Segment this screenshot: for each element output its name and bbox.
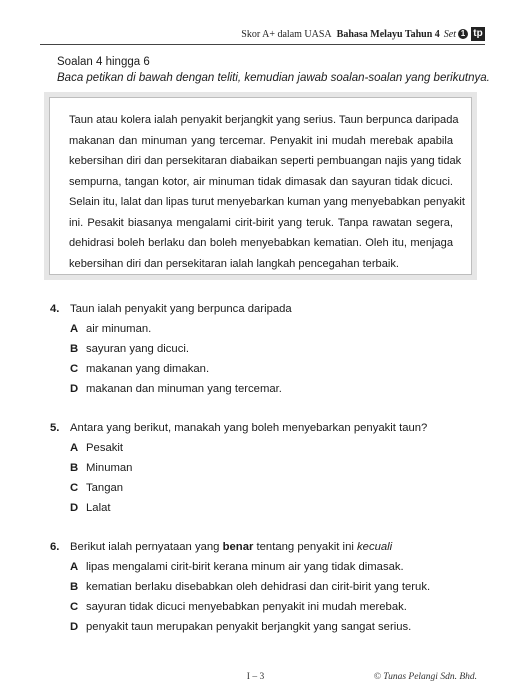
- question-number: 4.: [50, 303, 60, 315]
- passage-line: dehidrasi boleh berlaku dan boleh menyebabkan kematian. Oleh itu, menjaga: [69, 237, 453, 249]
- question-number: 5.: [50, 422, 60, 434]
- option-text: sayuran tidak dicuci menyebabkan penyakit ini mudah merebak.: [86, 601, 407, 613]
- question-stem: [70, 541, 392, 553]
- stem-italic-word: kecuali: [357, 541, 393, 553]
- option-text: kematian berlaku disebabkan oleh dehidrasi dan cirit-birit yang teruk.: [86, 581, 431, 593]
- option-text: sayuran yang dicuci.: [86, 343, 189, 355]
- option-letter: B: [70, 462, 79, 474]
- option-a[interactable]: [70, 323, 151, 335]
- option-letter: C: [70, 482, 79, 494]
- option-d[interactable]: [70, 621, 411, 633]
- passage-line: Taun atau kolera ialah penyakit berjangkit yang serius. Taun berpunca daripada: [69, 114, 459, 126]
- option-b[interactable]: [70, 581, 430, 593]
- option-text: Minuman: [86, 462, 133, 474]
- stem-part: Berikut ialah pernyataan yang: [70, 541, 220, 553]
- header-subtitle: Skor A+ dalam UASA: [241, 28, 332, 40]
- publisher-logo-icon: tp: [471, 27, 485, 41]
- question-stem: Antara yang berikut, manakah yang boleh menyebarkan penyakit taun?: [70, 422, 428, 434]
- page-header: [40, 27, 485, 41]
- passage-line: sempurna, tangan kotor, air minuman tidak dimasak dan sayuran tidak dicuci.: [69, 175, 453, 188]
- header-set-label: Set: [443, 28, 456, 40]
- option-b[interactable]: [70, 343, 189, 355]
- option-c[interactable]: [70, 363, 209, 375]
- stem-bold-word: benar: [222, 541, 254, 553]
- passage-line: makanan dan minuman yang tercemar. Penyakit ini mudah merebak apabila: [69, 134, 453, 147]
- publisher-credit: © Tunas Pelangi Sdn. Bhd.: [373, 672, 477, 682]
- passage-frame: [44, 92, 477, 280]
- header-divider: [40, 44, 485, 45]
- passage-line: kebersihan diri dan persekitaran ialah langkah pencegahan terbaik.: [69, 257, 399, 270]
- question-number: 6.: [50, 541, 60, 553]
- option-letter: D: [70, 502, 79, 514]
- option-letter: C: [70, 363, 79, 375]
- stem-part: tentang penyakit ini: [256, 541, 354, 553]
- option-text: lipas mengalami cirit-birit kerana minum air yang tidak dimasak.: [86, 561, 404, 573]
- option-c[interactable]: [70, 601, 407, 613]
- passage-line: kebersihan diri dan persekitaran diabaikan seperti pembuangan najis yang tidak: [69, 155, 462, 167]
- option-b[interactable]: [70, 462, 132, 474]
- passage-line: Selain itu, lalat dan lipas turut menyebarkan kuman yang menyebabkan penyakit: [69, 196, 465, 208]
- set-number-badge: 1: [458, 29, 468, 39]
- passage-line: ini. Pesakit biasanya mengalami cirit-birit yang teruk. Tanpa rawatan segera,: [69, 216, 453, 229]
- option-letter: C: [70, 601, 79, 613]
- option-text: makanan dan minuman yang tercemar.: [86, 383, 282, 395]
- option-d[interactable]: [70, 383, 282, 395]
- option-d[interactable]: [70, 502, 111, 514]
- option-letter: A: [70, 561, 79, 573]
- option-text: air minuman.: [86, 323, 152, 335]
- section-title: Soalan 4 hingga 6: [57, 56, 150, 68]
- option-text: Lalat: [86, 502, 111, 514]
- option-letter: A: [70, 442, 79, 454]
- option-letter: B: [70, 581, 79, 593]
- option-text: Pesakit: [86, 442, 124, 454]
- option-text: Tangan: [86, 482, 124, 494]
- page-number: I – 3: [246, 672, 265, 682]
- option-letter: A: [70, 323, 79, 335]
- option-text: makanan yang dimakan.: [86, 363, 210, 375]
- option-text: penyakit taun merupakan penyakit berjangkit yang sangat serius.: [86, 621, 412, 633]
- question-stem: Taun ialah penyakit yang berpunca daripada: [70, 303, 292, 315]
- option-a[interactable]: [70, 561, 404, 573]
- section-instruction: Baca petikan di bawah dengan teliti, kemudian jawab soalan-soalan yang berikutnya.: [57, 72, 490, 84]
- option-letter: D: [70, 621, 79, 633]
- option-letter: B: [70, 343, 79, 355]
- option-a[interactable]: [70, 442, 123, 454]
- passage-box: [49, 97, 472, 275]
- option-c[interactable]: [70, 482, 123, 494]
- header-book-title: Bahasa Melayu Tahun 4: [336, 28, 440, 40]
- option-letter: D: [70, 383, 79, 395]
